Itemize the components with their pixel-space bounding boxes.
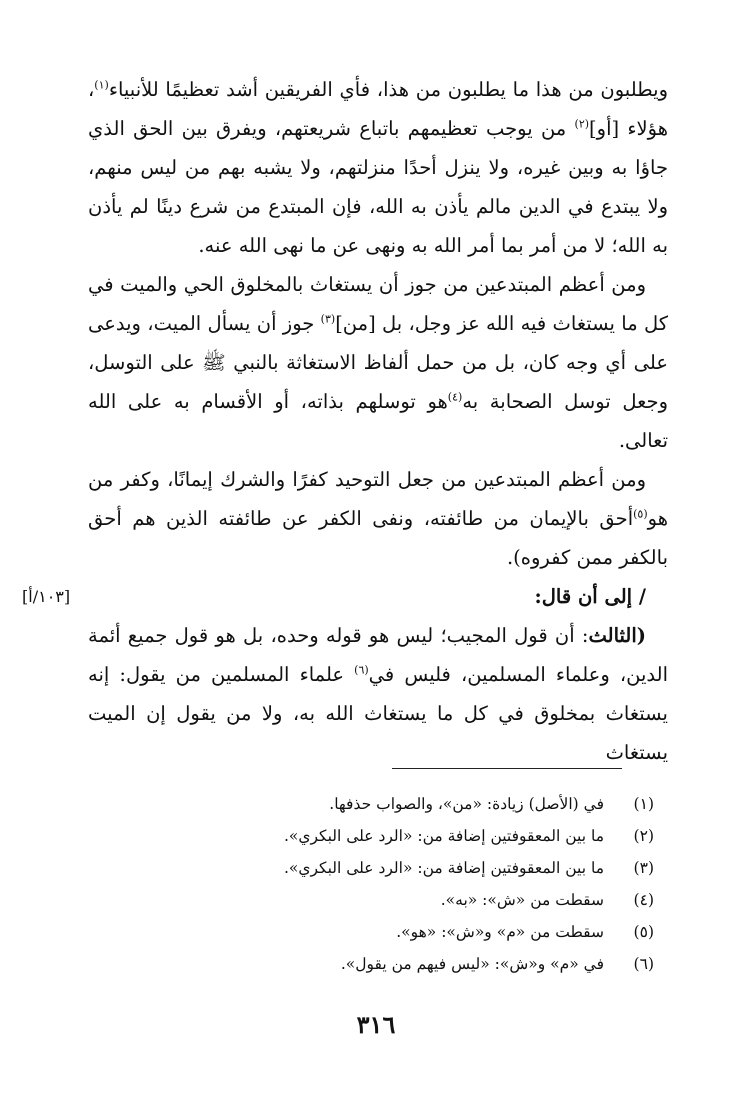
main-text xyxy=(22,70,669,772)
footnote-item xyxy=(94,820,654,852)
text-run: : أن قول المجيب؛ ليس هو قوله وحده، بل هو قول جميع أئمة الدين، وعلماء المسلمين، فليس في xyxy=(88,624,668,686)
footnote-item xyxy=(94,916,654,948)
footnote-number: (٣) xyxy=(633,859,654,877)
text-run: من يوجب تعظيمهم باتباع شريعتهم، ويفرق بين الحق الذي جاؤا به وبين غيره، ولا ينزل أحدًا منزلتهم، ولا يشبه بهم من ليس منهم، ولا يبتدع في الدين مالم يأذن به الله، فإن المبتدع من شرع دينًا لم يأذن به الله؛ لا من أمر بما أمر الله به ونهى عن ما نهى الله عنه. xyxy=(88,117,668,257)
footnote-marker[interactable]: (٢) xyxy=(574,117,590,131)
page-number: ٣١٦ xyxy=(356,1010,396,1039)
footnote-marker[interactable]: (٦) xyxy=(354,663,369,677)
text-run: ، xyxy=(88,78,95,101)
footnote-number: (٦) xyxy=(633,955,654,973)
paragraph-2 xyxy=(88,265,668,460)
text-run: ومن أعظم المبتدعين من جعل التوحيد كفرًا والشرك إيمانًا، وكفر من هو xyxy=(88,468,668,530)
manuscript-folio-ref: [١٠٣/أ] xyxy=(22,587,71,606)
text-run: ومن أعظم المبتدعين من جوز أن يستغاث بالمخلوق الحي والميت في كل ما يستغاث فيه الله عز وجل، بل [من] xyxy=(88,273,669,335)
footnote-item xyxy=(94,884,654,916)
text-run: هو توسلهم بذاته، أو الأقسام به على الله تعالى. xyxy=(88,390,668,452)
text-run: أحق بالإيمان من طائفته، ونفى الكفر عن طائفته الذين هم أحق بالكفر ممن كفروه). xyxy=(88,507,668,569)
footnote-marker[interactable]: (٥) xyxy=(633,507,648,521)
footnote-marker[interactable]: (٤) xyxy=(447,390,463,404)
footnote-text: سقطت من «ش»: «به». xyxy=(440,891,604,909)
paragraph-3 xyxy=(88,460,668,577)
paragraph-1 xyxy=(88,70,668,265)
footnote-marker[interactable]: (١) xyxy=(94,78,109,92)
text-run: ويطلبون من هذا ما يطلبون من هذا، فأي الفريقين أشد تعظيمًا للأنبياء xyxy=(108,78,668,101)
footnote-number: (٢) xyxy=(633,827,654,845)
paragraph-4 xyxy=(22,577,668,616)
footnote-item xyxy=(94,788,654,820)
footnote-separator xyxy=(392,768,622,769)
footnote-number: (٥) xyxy=(633,923,654,941)
text-run: علماء المسلمين من يقول: إنه يستغاث بمخلوق في كل ما يستغاث الله به، ولا من يقول إن الميت يستغاث xyxy=(88,663,668,764)
text-run: هؤلاء [أو] xyxy=(589,117,669,140)
paragraph-5 xyxy=(88,616,668,772)
footnote-number: (١) xyxy=(633,795,654,813)
transition-phrase: / إلى أن قال: xyxy=(534,585,646,608)
footnote-marker[interactable]: (٣) xyxy=(320,312,336,326)
footnote-number: (٤) xyxy=(633,891,654,909)
footnote-text: ما بين المعقوفتين إضافة من: «الرد على البكري». xyxy=(283,859,604,877)
footnote-item xyxy=(94,948,654,980)
footnotes xyxy=(94,788,654,980)
footnote-text: ما بين المعقوفتين إضافة من: «الرد على البكري». xyxy=(283,827,604,845)
footnote-text: في «م» و«ش»: «ليس فيهم من يقول». xyxy=(340,955,604,973)
footnote-text: سقطت من «م» و«ش»: «هو». xyxy=(396,923,604,941)
footnote-item xyxy=(94,852,654,884)
text-run: جوز أن يسأل الميت، ويدعى على أي وجه كان، بل من حمل ألفاظ الاستغاثة بالنبي ﷺ على التوسل، وجعل توسل الصحابة به xyxy=(88,312,668,413)
footnote-text: في (الأصل) زيادة: «من»، والصواب حذفها. xyxy=(329,795,604,813)
section-heading: (الثالث xyxy=(588,624,646,647)
